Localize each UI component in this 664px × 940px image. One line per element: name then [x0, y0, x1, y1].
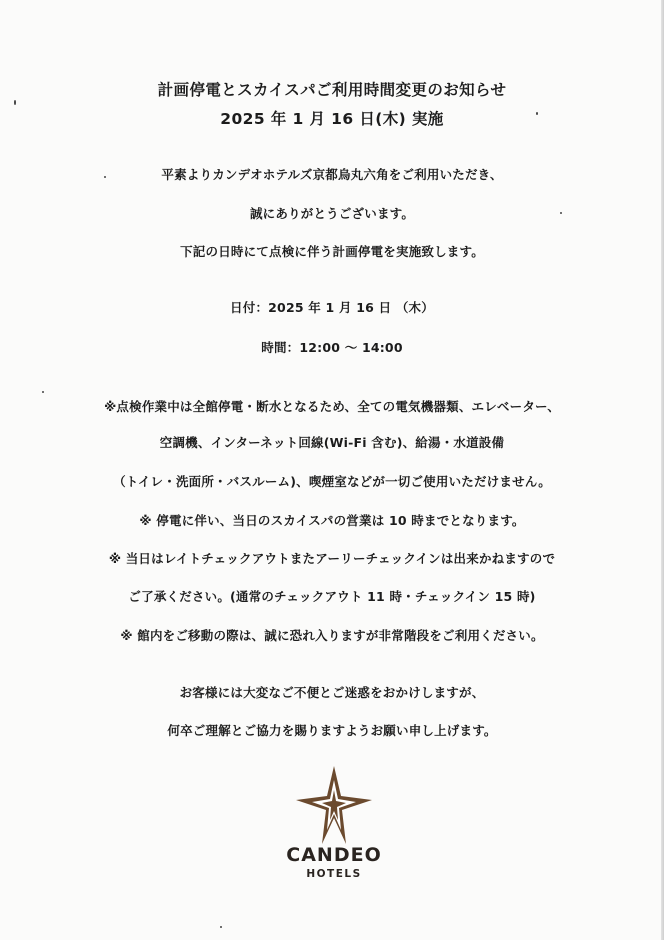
intro-line: 下記の日時にて点検に伴う計画停電を実施致します。 — [180, 244, 484, 259]
outage-time: 時間：12:00 ～ 14:00 — [261, 340, 403, 355]
scan-speck — [220, 926, 222, 928]
logo-wordmark: CANDEO — [286, 844, 382, 866]
intro-line: 平素よりカンデオホテルズ京都烏丸六角をご利用いただき、 — [161, 167, 503, 182]
candeo-hotels-logo — [282, 766, 386, 886]
note-line: ※ 停電に伴い、当日のスカイスパの営業は 10 時までとなります。 — [139, 513, 525, 528]
note-line: ※ 当日はレイトチェックアウトまたアーリーチェックインは出来かねますので — [108, 551, 556, 566]
scan-speck — [14, 100, 16, 105]
note-line: ※点検作業中は全館停電・断水となるため、全ての電気機器類、エレベーター、 — [104, 399, 560, 414]
note-line: 空調機、インターネット回線(Wi-Fi 含む)、給湯・水道設備 — [159, 435, 505, 450]
notice-title-date: 2025 年 1 月 16 日(木) 実施 — [220, 110, 444, 128]
closing-line: 何卒ご理解とご協力を賜りますようお願い申し上げます。 — [167, 723, 497, 738]
note-line: ご了承ください。(通常のチェックアウト 11 時・チェックイン 15 時) — [128, 589, 536, 604]
note-line: ※ 館内をご移動の際は、誠に恐れ入りますが非常階段をご利用ください。 — [120, 628, 544, 643]
closing-line: お客様には大変なご不便とご迷惑をおかけしますが、 — [179, 685, 485, 700]
star-logo-icon — [294, 766, 374, 846]
notice-title: 計画停電とスカイスパご利用時間変更のお知らせ — [157, 81, 507, 99]
intro-line: 誠にありがとうございます。 — [249, 206, 415, 221]
scan-speck — [42, 391, 44, 393]
logo-subtitle: HOTELS — [306, 868, 362, 880]
outage-date: 日付：2025 年 1 月 16 日 （木） — [230, 300, 434, 315]
note-line: （トイレ・洗面所・バスルーム)、喫煙室などが一切ご使用いただけません。 — [113, 474, 551, 489]
